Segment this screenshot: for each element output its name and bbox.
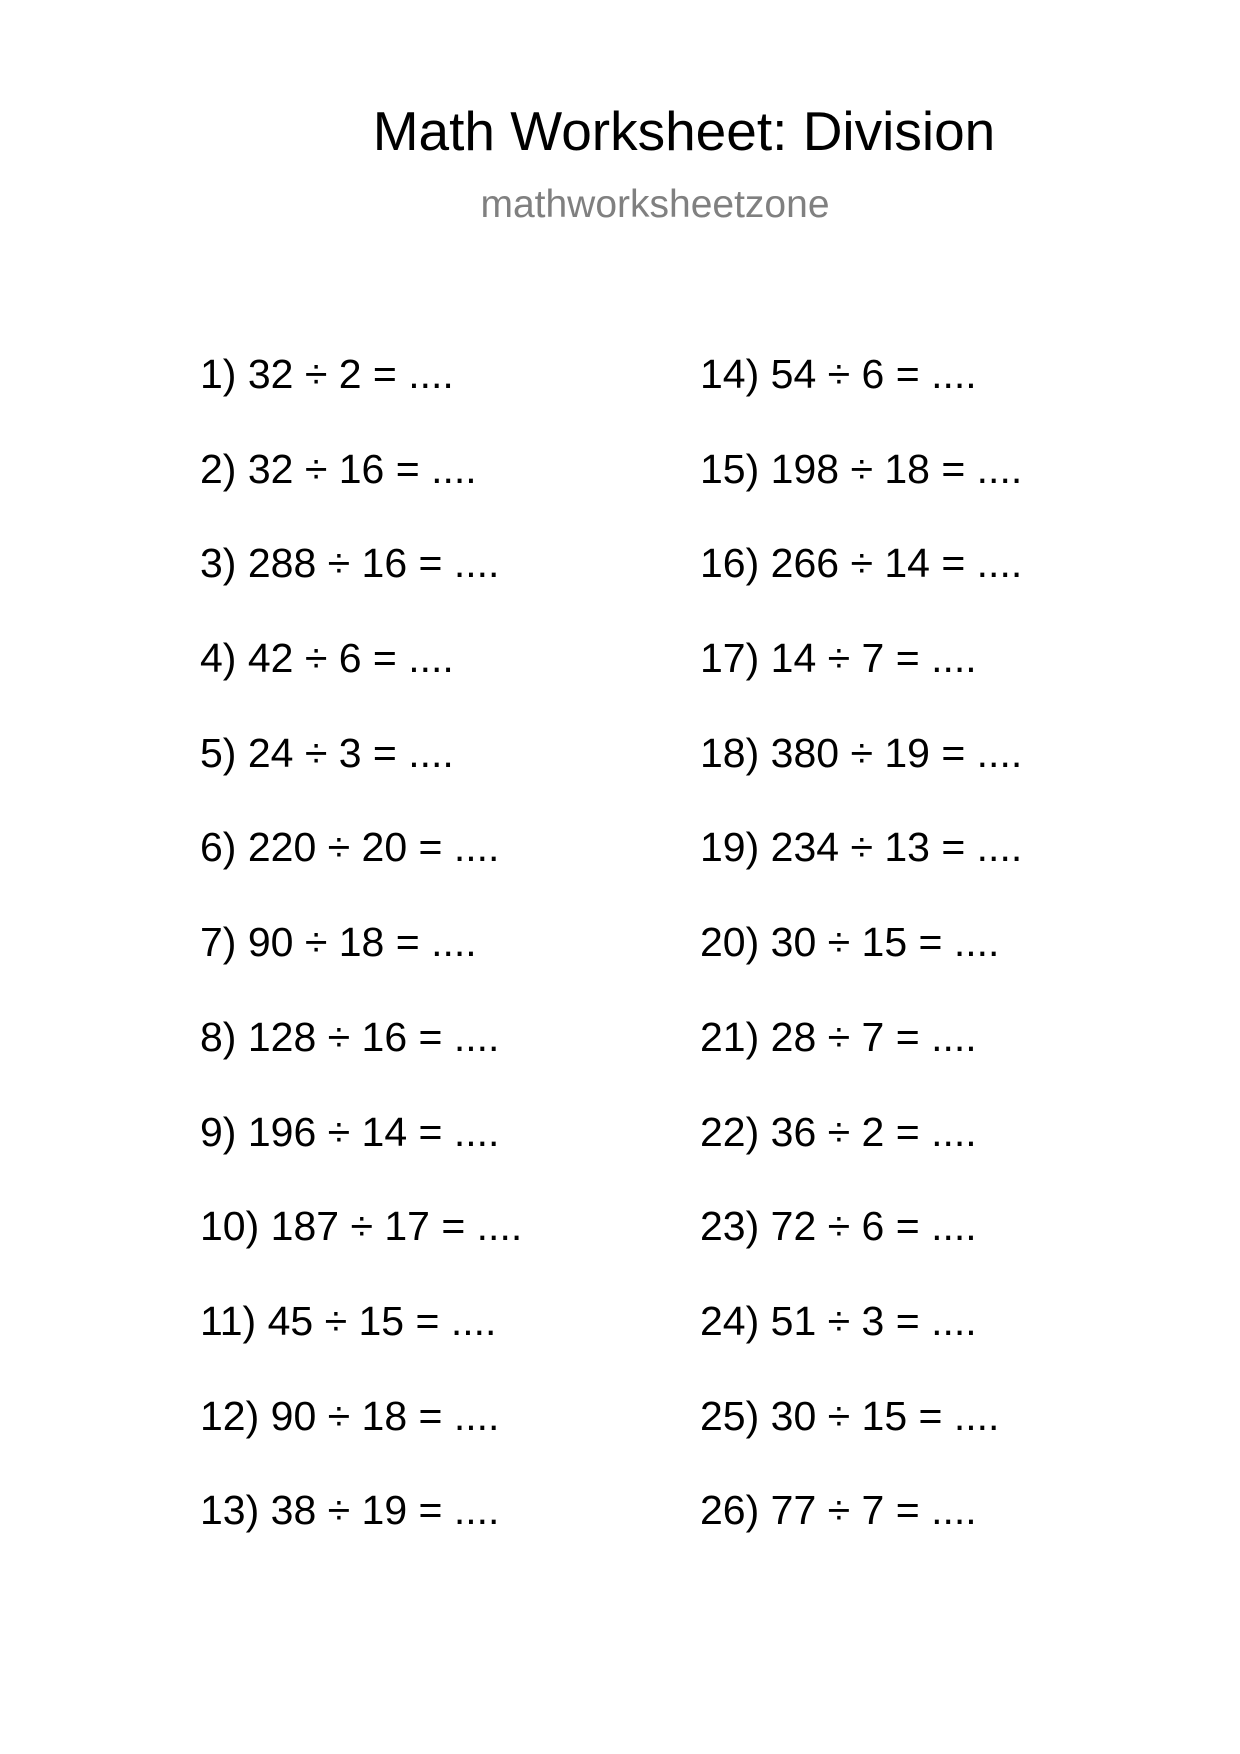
division-problem: 19) 234 ÷ 13 = .... xyxy=(700,824,1023,871)
division-problem: 21) 28 ÷ 7 = .... xyxy=(700,1013,977,1060)
division-problem: 2) 32 ÷ 16 = .... xyxy=(200,445,477,492)
problem-column-left xyxy=(200,350,522,1581)
division-problem: 8) 128 ÷ 16 = .... xyxy=(200,1013,500,1060)
worksheet-title: Math Worksheet: Division xyxy=(372,100,996,162)
division-problem: 16) 266 ÷ 14 = .... xyxy=(700,540,1023,587)
worksheet-source: mathworksheetzone xyxy=(480,183,830,226)
division-problem: 15) 198 ÷ 18 = .... xyxy=(700,445,1023,492)
problem-column-right xyxy=(700,350,1022,1581)
division-problem: 18) 380 ÷ 19 = .... xyxy=(700,729,1023,776)
division-problem: 13) 38 ÷ 19 = .... xyxy=(200,1487,500,1534)
division-problem: 3) 288 ÷ 16 = .... xyxy=(200,540,500,587)
division-problem: 6) 220 ÷ 20 = .... xyxy=(200,824,500,871)
division-problem: 14) 54 ÷ 6 = .... xyxy=(700,351,977,397)
division-problem: 23) 72 ÷ 6 = .... xyxy=(700,1203,977,1250)
division-problem: 5) 24 ÷ 3 = .... xyxy=(200,729,454,776)
division-problem: 11) 45 ÷ 15 = .... xyxy=(200,1297,497,1344)
division-problem: 12) 90 ÷ 18 = .... xyxy=(200,1392,500,1439)
division-problem: 25) 30 ÷ 15 = .... xyxy=(700,1392,1000,1439)
division-problem: 20) 30 ÷ 15 = .... xyxy=(700,919,1000,966)
division-problem: 24) 51 ÷ 3 = .... xyxy=(700,1297,977,1344)
division-problem: 9) 196 ÷ 14 = .... xyxy=(200,1108,500,1155)
division-problem: 26) 77 ÷ 7 = .... xyxy=(700,1487,977,1534)
division-problem: 17) 14 ÷ 7 = .... xyxy=(700,635,977,682)
division-problem: 4) 42 ÷ 6 = .... xyxy=(200,635,454,682)
division-problem: 7) 90 ÷ 18 = .... xyxy=(200,919,477,966)
division-problem: 1) 32 ÷ 2 = .... xyxy=(200,351,454,397)
division-problem: 22) 36 ÷ 2 = .... xyxy=(700,1108,977,1155)
division-problem: 10) 187 ÷ 17 = .... xyxy=(200,1203,523,1250)
